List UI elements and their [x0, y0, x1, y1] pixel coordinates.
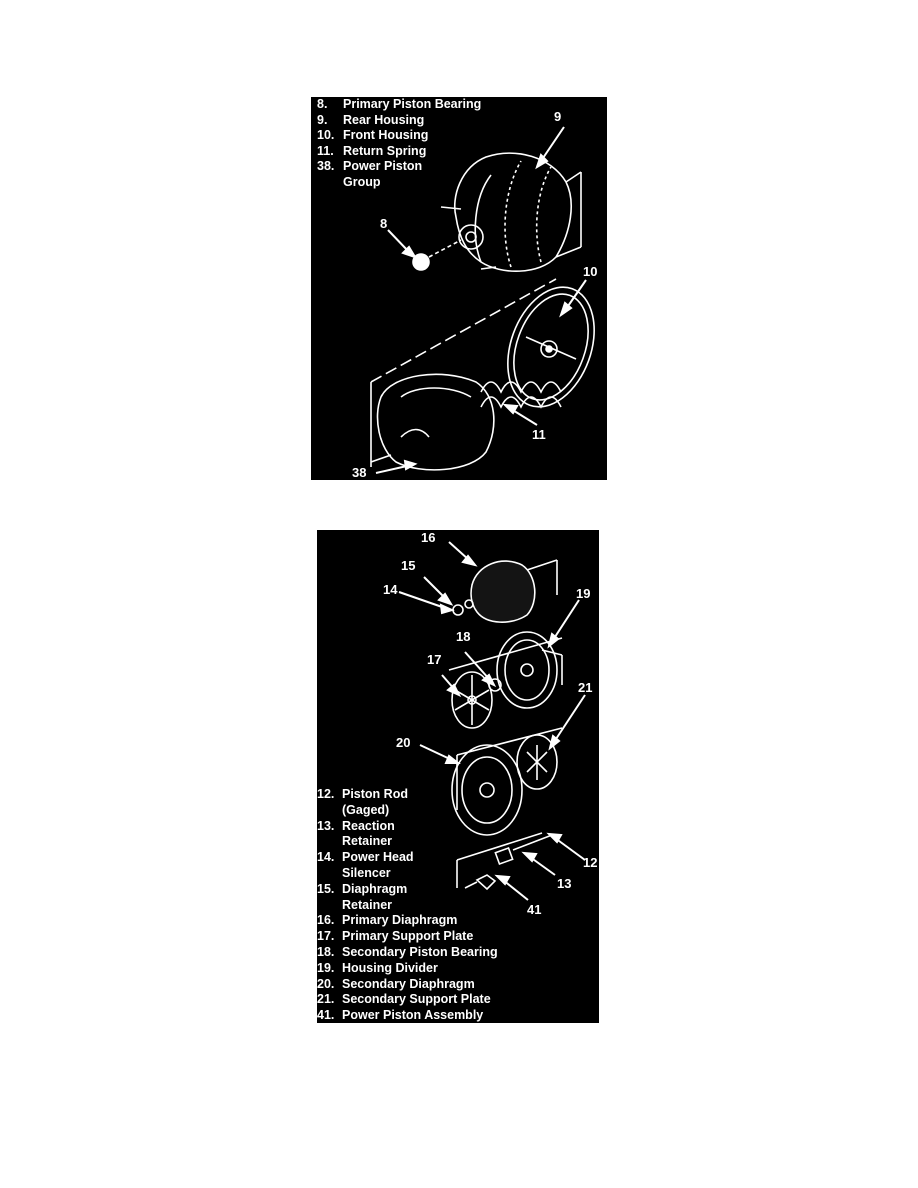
brake-booster-exploded-view-top [311, 97, 607, 480]
brake-booster-exploded-view-bottom [317, 530, 599, 1023]
primary-piston-bearing-part [413, 240, 461, 270]
legend-item: 17. Primary Support Plate [317, 929, 474, 944]
callout-20: 20 [396, 735, 411, 750]
callout-8: 8 [380, 216, 388, 231]
callout-13: 13 [557, 876, 572, 891]
legend-item: 38. Power Piston [317, 159, 423, 174]
legend-item: 18. Secondary Piston Bearing [317, 944, 498, 959]
legend-item: 20. Secondary Diaphragm [317, 976, 475, 991]
callout-18: 18 [456, 629, 471, 644]
legend-item: 16. Primary Diaphragm [317, 913, 458, 928]
legend-top [317, 97, 481, 191]
legend-item: Retainer [342, 897, 393, 912]
diaphragm-retainer-part [465, 600, 473, 608]
power-head-silencer-part [453, 605, 463, 615]
legend-item: 14. Power Head [317, 850, 414, 865]
legend-item: 11. Return Spring [317, 143, 427, 158]
callout-10: 10 [583, 264, 598, 279]
legend-item: (Gaged) [342, 802, 390, 817]
callout-21: 21 [578, 680, 593, 695]
legend-item: Silencer [342, 865, 391, 880]
legend-item: 19. Housing Divider [317, 960, 438, 975]
callout-16: 16 [421, 530, 436, 545]
legend-bottom [317, 787, 498, 1023]
legend-item: 21. Secondary Support Plate [317, 992, 491, 1007]
legend-item: 10. Front Housing [317, 128, 429, 143]
callout-41: 41 [527, 902, 542, 917]
callout-12: 12 [583, 855, 598, 870]
return-spring-part [481, 382, 561, 407]
legend-item: 41. Power Piston Assembly [317, 1008, 484, 1023]
legend-item: 8. Primary Piston Bearing [317, 97, 482, 111]
legend-item: Group [343, 174, 381, 189]
callout-38: 38 [352, 465, 367, 480]
legend-item: 13. Reaction [317, 818, 395, 833]
callout-9: 9 [554, 109, 562, 124]
callout-14: 14 [383, 582, 398, 597]
callout-19: 19 [576, 586, 591, 601]
power-piston-group-part [371, 374, 494, 470]
callout-15: 15 [401, 558, 416, 573]
legend-item: Retainer [342, 834, 393, 849]
callout-11: 11 [532, 427, 546, 442]
legend-item: 15. Diaphragm [317, 881, 408, 896]
primary-diaphragm-part [471, 560, 557, 622]
callout-17: 17 [427, 652, 442, 667]
legend-item: 9. Rear Housing [317, 112, 425, 127]
legend-item: 12. Piston Rod [317, 787, 408, 801]
